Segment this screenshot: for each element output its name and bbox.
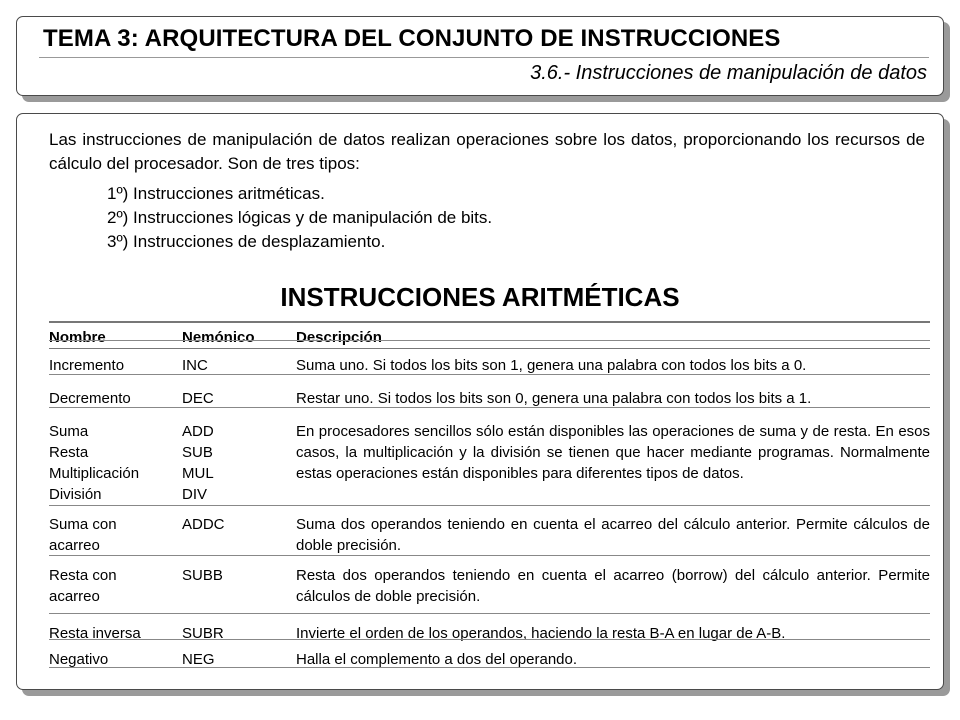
mnemonic-text: DIV <box>182 486 208 503</box>
header-description: Descripción <box>296 329 382 346</box>
row-divider <box>49 505 930 506</box>
name-text: Multiplicación <box>49 465 140 482</box>
name-text: Resta <box>49 444 89 461</box>
cell-name <box>49 623 179 644</box>
cell-mnemonic <box>182 421 292 505</box>
instruction-types-list <box>107 182 492 254</box>
cell-description: Invierte el orden de los operandos, haciendo la resta B-A en lugar de A-B. <box>296 625 786 642</box>
mnemonic-text: NEG <box>182 651 215 668</box>
row-divider <box>49 555 930 556</box>
name-text: Incremento <box>49 357 125 374</box>
row-divider <box>49 374 930 375</box>
mnemonic-text: DEC <box>182 390 214 407</box>
mnemonic-text: MUL <box>182 465 214 482</box>
name-text: Resta inversa <box>49 625 141 642</box>
row-divider <box>49 639 930 640</box>
name-text: acarreo <box>49 588 100 605</box>
slide-content <box>16 113 944 690</box>
cell-name <box>49 355 179 376</box>
cell-name <box>49 565 179 607</box>
type-item: 2º) Instrucciones lógicas y de manipulación de bits. <box>107 208 493 227</box>
cell-name <box>49 514 179 556</box>
cell-description: Suma uno. Si todos los bits son 1, genera una palabra con todos los bits a 0. <box>296 357 807 374</box>
mnemonic-text: ADDC <box>182 516 225 533</box>
slide-header <box>16 16 944 96</box>
name-text: Negativo <box>49 651 109 668</box>
intro-paragraph: Las instrucciones de manipulación de datos realizan operaciones sobre los datos, proporcionando los recursos de cálculo del procesador. Son de tres tipos: <box>49 130 925 173</box>
cell-description: Resta dos operandos teniendo en cuenta el acarreo (borrow) del cálculo anterior. Permite cálculos de doble precisión. <box>296 567 930 605</box>
cell-mnemonic <box>182 565 292 586</box>
table-header <box>49 315 930 349</box>
mnemonic-text: SUBR <box>182 625 224 642</box>
cell-description: En procesadores sencillos sólo están disponibles las operaciones de suma y de resta. En esos casos, la multiplicación y la división se tienen que hacer mediante programas. Normalmente estas operaciones están disponibles para diferentes tipos de datos. <box>296 423 930 482</box>
name-text: Decremento <box>49 390 131 407</box>
header-name: Nombre <box>49 329 106 346</box>
cell-mnemonic <box>182 623 292 644</box>
name-text: División <box>49 486 102 503</box>
header-mnemonic: Nemónico <box>182 329 255 346</box>
row-divider <box>49 613 930 614</box>
arithmetic-instructions-table <box>49 315 930 668</box>
cell-name <box>49 421 179 505</box>
cell-mnemonic <box>182 514 292 535</box>
name-text: Resta con <box>49 567 117 584</box>
mnemonic-text: SUBB <box>182 567 223 584</box>
type-item: 1º) Instrucciones aritméticas. <box>107 184 325 203</box>
slide-subtitle: 3.6.- Instrucciones de manipulación de datos <box>530 62 927 84</box>
section-title: INSTRUCCIONES ARITMÉTICAS <box>280 282 680 312</box>
table-top-rule <box>49 321 930 323</box>
type-item: 3º) Instrucciones de desplazamiento. <box>107 232 386 251</box>
cell-description: Suma dos operandos teniendo en cuenta el acarreo del cálculo anterior. Permite cálculos de doble precisión. <box>296 516 930 554</box>
mnemonic-text: INC <box>182 357 208 374</box>
cell-description: Restar uno. Si todos los bits son 0, genera una palabra con todos los bits a 1. <box>296 390 812 407</box>
mnemonic-text: ADD <box>182 423 214 440</box>
row-divider <box>49 667 930 668</box>
name-text: acarreo <box>49 537 100 554</box>
name-text: Suma con <box>49 516 117 533</box>
cell-mnemonic <box>182 355 292 376</box>
row-divider <box>49 340 930 341</box>
row-divider <box>49 407 930 408</box>
slide-title: TEMA 3: ARQUITECTURA DEL CONJUNTO DE INSTRUCCIONES <box>43 25 781 52</box>
cell-name <box>49 388 179 409</box>
cell-mnemonic <box>182 388 292 409</box>
mnemonic-text: SUB <box>182 444 213 461</box>
name-text: Suma <box>49 423 89 440</box>
cell-description: Halla el complemento a dos del operando. <box>296 651 578 668</box>
header-divider <box>39 57 929 58</box>
